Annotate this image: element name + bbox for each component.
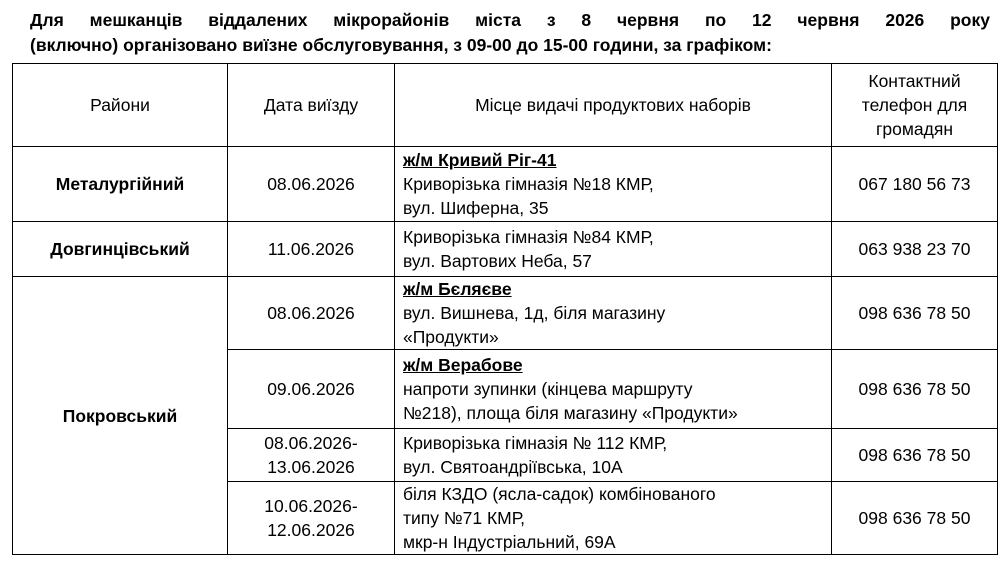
phone-cell: 063 938 23 70	[832, 222, 998, 277]
place-name: ж/м Кривий Ріг-41	[403, 150, 557, 170]
table-row	[13, 147, 998, 222]
column-header-district: Райони	[13, 64, 228, 147]
date-cell: 11.06.2026	[228, 222, 395, 277]
date-cell	[228, 482, 395, 555]
date-range-end: 13.06.2026	[267, 457, 355, 477]
table-row	[13, 277, 998, 350]
place-address-line: Криворізька гімназія № 112 КМР,	[403, 433, 668, 453]
column-header-place: Місце видачі продуктових наборів	[395, 64, 832, 147]
document-heading	[30, 8, 990, 58]
date-range-end: 12.06.2026	[267, 520, 355, 540]
date-range-start: 08.06.2026-	[264, 433, 358, 453]
district-cell: Металургійний	[13, 147, 228, 222]
district-cell: Покровський	[13, 277, 228, 555]
place-address-line: «Продукти»	[403, 327, 499, 347]
place-cell	[395, 482, 832, 555]
table-row	[13, 222, 998, 277]
district-cell: Довгинцівський	[13, 222, 228, 277]
phone-cell: 067 180 56 73	[832, 147, 998, 222]
place-address-line: Криворізька гімназія №18 КМР,	[403, 174, 654, 194]
phone-cell: 098 636 78 50	[832, 429, 998, 482]
place-cell	[395, 222, 832, 277]
date-cell: 09.06.2026	[228, 350, 395, 429]
place-name: ж/м Верабове	[403, 355, 523, 375]
column-header-phone: Контактний телефон для громадян	[832, 64, 998, 147]
heading-line-1: Для мешканців віддалених мікрорайонів міста з 8 червня по 12 червня 2026 року	[30, 10, 990, 30]
phone-cell: 098 636 78 50	[832, 277, 998, 350]
phone-cell: 098 636 78 50	[832, 482, 998, 555]
place-address-line: вул. Шиферна, 35	[403, 198, 549, 218]
schedule-table	[12, 63, 998, 555]
date-cell: 08.06.2026	[228, 277, 395, 350]
date-range-start: 10.06.2026-	[264, 496, 358, 516]
place-cell	[395, 429, 832, 482]
table-header-row	[13, 64, 998, 147]
place-address-line: вул. Вартових Неба, 57	[403, 251, 592, 271]
column-header-date: Дата виїзду	[228, 64, 395, 147]
place-address-line: вул. Вишнева, 1д, біля магазину	[403, 303, 666, 323]
place-address-line: вул. Святоандріївська, 10А	[403, 457, 623, 477]
place-address-line: Криворізька гімназія №84 КМР,	[403, 227, 654, 247]
place-address-line: мкр-н Індустріальний, 69А	[403, 532, 616, 552]
place-address-line: №218), площа біля магазину «Продукти»	[403, 403, 738, 423]
place-address-line: типу №71 КМР,	[403, 508, 525, 528]
place-cell	[395, 350, 832, 429]
place-name: ж/м Бєляєве	[403, 279, 512, 299]
date-cell	[228, 429, 395, 482]
place-address-line: біля КЗДО (ясла-садок) комбінованого	[403, 484, 716, 504]
place-address-line: напроти зупинки (кінцева маршруту	[403, 379, 693, 399]
date-cell: 08.06.2026	[228, 147, 395, 222]
heading-line-2: (включно) організовано виїзне обслуговування, з 09-00 до 15-00 години, за графіком:	[30, 35, 772, 55]
place-cell	[395, 277, 832, 350]
phone-cell: 098 636 78 50	[832, 350, 998, 429]
place-cell	[395, 147, 832, 222]
